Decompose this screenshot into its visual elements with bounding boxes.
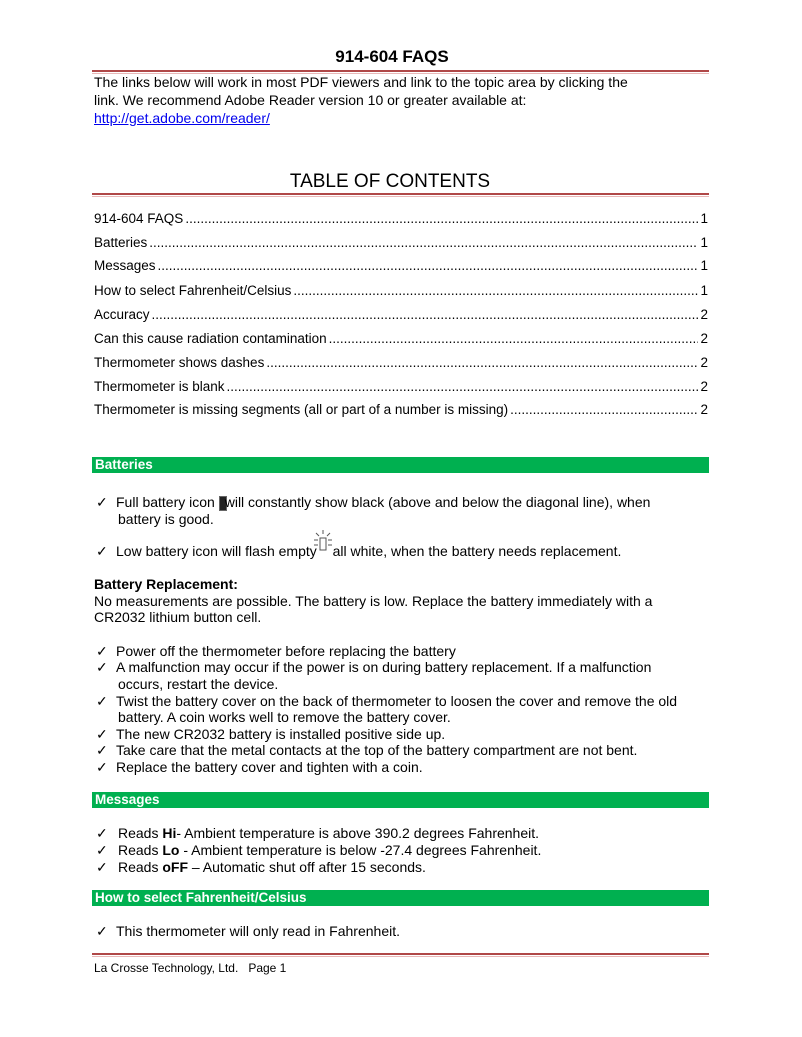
toc-entry[interactable]: [94, 307, 708, 322]
toc-heading: TABLE OF CONTENTS: [289, 171, 491, 192]
bullet-text: will constantly show black (above and below the diagonal line), when: [224, 494, 651, 510]
check-icon: ✓: [96, 859, 108, 875]
battery-bullet-1: [96, 494, 650, 511]
step-continuation: occurs, restart the device.: [118, 676, 279, 692]
check-icon: ✓: [96, 825, 108, 841]
toc-entry-label: Messages: [94, 258, 156, 273]
battery-bullet-2: [96, 543, 621, 560]
battery-bullet-1-cont: battery is good.: [118, 511, 214, 527]
toc-entry[interactable]: [94, 379, 708, 394]
page-footer: La Crosse Technology, Ltd. Page 1: [94, 961, 287, 975]
replacement-step: [96, 643, 456, 660]
intro-line-1: The links below will work in most PDF viewers and link to the topic area by clicking the: [94, 74, 628, 90]
toc-entry-page: 2: [700, 355, 708, 370]
fahrenheit-bullet: [96, 923, 400, 940]
message-item: [96, 842, 541, 859]
toc-entry-page: 2: [700, 379, 708, 394]
message-description: - Ambient temperature is below -27.4 degrees Fahrenheit.: [179, 842, 542, 858]
toc-entry[interactable]: [94, 235, 708, 250]
toc-leader-dots: [329, 331, 699, 346]
check-icon: ✓: [96, 659, 108, 675]
message-prefix: Reads: [118, 825, 163, 841]
bullet-text: Power off the thermometer before replacing the battery: [116, 643, 456, 659]
toc-entry-page: 1: [700, 283, 708, 298]
toc-entry-page: 2: [700, 402, 708, 417]
toc-entry[interactable]: [94, 283, 708, 298]
bullet-text: Take care that the metal contacts at the top of the battery compartment are not bent.: [116, 742, 638, 758]
toc-entry-page: 1: [700, 211, 708, 226]
battery-replacement-text: No measurements are possible. The battery is low. Replace the battery immediately with a: [94, 593, 653, 609]
replacement-step: [96, 659, 651, 676]
toc-entry-page: 1: [700, 258, 708, 273]
toc-entry-label: Thermometer is blank: [94, 379, 225, 394]
bullet-text: Twist the battery cover on the back of thermometer to loosen the cover and remove the old: [116, 693, 678, 709]
toc-entry-page: 1: [700, 235, 708, 250]
toc-entry-page: 2: [700, 307, 708, 322]
check-icon: ✓: [96, 759, 108, 775]
bullet-text: A malfunction may occur if the power is on during battery replacement. If a malfunction: [116, 659, 652, 675]
toc-entry-label: Accuracy: [94, 307, 150, 322]
bullet-text: Full battery icon: [116, 494, 219, 510]
replacement-step: [96, 693, 677, 710]
check-icon: ✓: [96, 923, 108, 939]
toc-leader-dots: [266, 355, 698, 370]
replacement-step: [96, 742, 637, 759]
replacement-step: [96, 726, 445, 743]
intro-line-2: link. We recommend Adobe Reader version 10 or greater available at:: [94, 92, 527, 108]
toc-leader-dots: [185, 211, 698, 226]
toc-leader-dots: [152, 307, 699, 322]
message-item: [96, 859, 426, 876]
toc-entry[interactable]: [94, 355, 708, 370]
check-icon: ✓: [96, 842, 108, 858]
toc-leader-dots: [227, 379, 699, 394]
toc-entry-label: Thermometer is missing segments (all or part of a number is missing): [94, 402, 509, 417]
toc-entry[interactable]: [94, 402, 708, 417]
check-icon: ✓: [96, 643, 108, 659]
toc-entry-label: Batteries: [94, 235, 148, 250]
toc-entry[interactable]: [94, 331, 708, 346]
toc-leader-dots: [158, 258, 699, 273]
bullet-text: Low battery icon will flash empty: [116, 543, 321, 559]
bullet-text: all white, when the battery needs replacement.: [332, 543, 622, 559]
bullet-text: The new CR2032 battery is installed positive side up.: [116, 726, 446, 742]
toc-leader-dots: [293, 283, 698, 298]
message-prefix: Reads: [118, 859, 163, 875]
message-code: Lo: [162, 842, 180, 858]
check-icon: ✓: [96, 693, 108, 709]
page-title: 914-604 FAQS: [335, 47, 449, 66]
bullet-text: This thermometer will only read in Fahrenheit.: [116, 923, 401, 939]
battery-replacement-heading: Battery Replacement:: [94, 576, 238, 592]
adobe-reader-link[interactable]: http://get.adobe.com/reader/: [94, 110, 270, 126]
toc-entry-label: How to select Fahrenheit/Celsius: [94, 283, 292, 298]
message-code: oFF: [162, 859, 189, 875]
message-item: [96, 825, 539, 842]
footer-rule: [92, 953, 709, 957]
section-batteries: Batteries: [92, 457, 709, 473]
replacement-step: [96, 759, 423, 776]
battery-replacement-text: CR2032 lithium button cell.: [94, 609, 262, 625]
toc-rule: [92, 193, 709, 197]
toc-entry[interactable]: [94, 258, 708, 273]
check-icon: ✓: [96, 543, 108, 559]
toc-entry-label: Thermometer shows dashes: [94, 355, 265, 370]
toc-leader-dots: [149, 235, 698, 250]
step-continuation: battery. A coin works well to remove the battery cover.: [118, 709, 451, 725]
message-code: Hi: [162, 825, 177, 841]
toc-leader-dots: [510, 402, 698, 417]
section-messages: Messages: [92, 792, 709, 808]
check-icon: ✓: [96, 494, 108, 510]
message-description: – Automatic shut off after 15 seconds.: [188, 859, 426, 875]
toc-entry-label: 914-604 FAQS: [94, 211, 184, 226]
section-fahrenheit-celsius: How to select Fahrenheit/Celsius: [92, 890, 709, 906]
message-prefix: Reads: [118, 842, 163, 858]
check-icon: ✓: [96, 742, 108, 758]
bullet-text: Replace the battery cover and tighten with a coin.: [116, 759, 423, 775]
toc-entry-label: Can this cause radiation contamination: [94, 331, 327, 346]
toc-entry[interactable]: [94, 211, 708, 226]
message-description: - Ambient temperature is above 390.2 degrees Fahrenheit.: [176, 825, 540, 841]
check-icon: ✓: [96, 726, 108, 742]
toc-entry-page: 2: [700, 331, 708, 346]
